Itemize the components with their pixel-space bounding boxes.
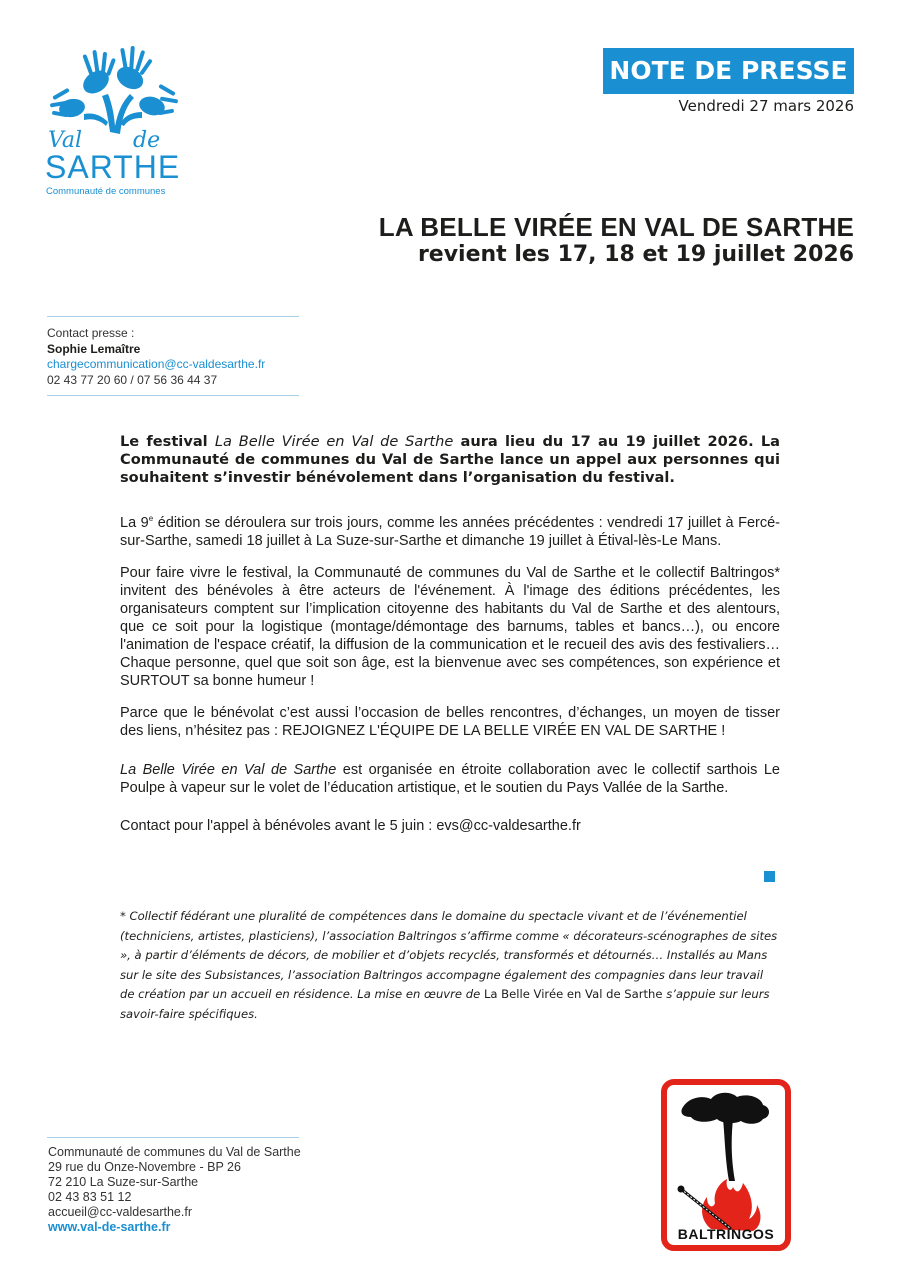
festival-name: La Belle Virée en Val de Sarthe: [214, 433, 454, 450]
footnote: [120, 907, 780, 1024]
website-link[interactable]: www.val-de-sarthe.fr: [48, 1220, 171, 1234]
paragraph-text: La 9: [120, 514, 149, 531]
headline: LA BELLE VIRÉE EN VAL DE SARTHE: [378, 212, 854, 242]
divider: [47, 395, 299, 396]
contact-name: Sophie Lemaître: [47, 341, 141, 356]
address-street: 29 rue du Onze-Novembre - BP 26: [48, 1160, 241, 1174]
paragraph-text: est organisée en étroite collaboration avec le collectif sarthois Le Poulpe à vapeur sur le volet de l’éducation artistique, et le soutien du Pays Vallée de la Sarthe.: [120, 762, 780, 796]
paragraph-join: Parce que le bénévolat c’est aussi l’occasion de belles rencontres, d’échanges, un moyen de tisser des liens, n’hésitez pas : REJOIGNEZ L'ÉQUIPE DE LA BELLE VIRÉE EN VAL DE SARTHE !: [120, 705, 780, 739]
logo-text-sarthe: SARTHE: [45, 149, 181, 185]
paragraph-partners: [120, 761, 780, 797]
address-city: 72 210 La Suze-sur-Sarthe: [48, 1175, 199, 1189]
ordinal-suffix: e: [148, 514, 154, 523]
address-email[interactable]: accueil@cc-valdesarthe.fr: [48, 1205, 192, 1219]
end-marker-square: [764, 871, 775, 882]
festival-name: La Belle Virée en Val de Sarthe: [483, 987, 663, 1001]
lead-text: Le festival: [120, 433, 215, 450]
festival-name: La Belle Virée en Val de Sarthe: [120, 762, 337, 778]
address-org: Communauté de communes du Val de Sarthe: [48, 1145, 301, 1159]
contact-email-link[interactable]: chargecommunication@cc-valdesarthe.fr: [47, 357, 266, 371]
logo-subtitle: Communauté de communes: [46, 186, 166, 197]
publication-date: Vendredi 27 mars 2026: [678, 97, 854, 115]
footnote-text: s’appuie sur leurs savoir-faire spécifiques.: [120, 987, 770, 1021]
paragraph-volunteers: Pour faire vivre le festival, la Communauté de communes du Val de Sarthe et le collectif Baltringos* invitent des bénévoles à être acteurs de l'événement. À l'image des éditions précédentes, les organisateurs comptent sur l’implication citoyenne des habitants du Val de Sarthe et des alentours, que ce soit pour la logistique (montage/démontage des barnums, tables et bancs…), ou encore l'animation de l'espace créatif, la diffusion de la communication et le recueil des avis des festivaliers… Chaque personne, quel que soit son âge, est la bienvenue avec ses compétences, son expérience et SURTOUT sa bonne humeur !: [120, 565, 780, 689]
subheadline: revient les 17, 18 et 19 juillet 2026: [417, 242, 854, 267]
lead-text: aura lieu du 17 au 19 juillet 2026. La Communauté de communes du Val de Sarthe lance un appel aux personnes qui souhaitent s’investir bénévolement dans l’organisation du festival.: [120, 433, 780, 486]
lead-paragraph: [120, 433, 780, 487]
divider: [47, 1137, 299, 1138]
logo-text-de: de: [133, 128, 161, 153]
paragraph-edition: [120, 510, 780, 550]
paragraph-text: édition se déroulera sur trois jours, comme les années précédentes : vendredi 17 juillet à Fercé-sur-Sarthe, samedi 18 juillet à La Suze-sur-Sarthe et dimanche 19 juillet à Étival-lès-Le Mans.: [120, 514, 780, 549]
contact-phones: 02 43 77 20 60 / 07 56 36 44 37: [47, 372, 218, 387]
press-note-badge: NOTE DE PRESSE: [603, 48, 854, 94]
divider: [47, 316, 299, 317]
press-contact: [47, 326, 265, 388]
baltringos-label: BALTRINGOS: [677, 1226, 775, 1242]
contact-label: Contact presse :: [47, 326, 135, 340]
paragraph-contact: Contact pour l'appel à bénévoles avant le 5 juin : evs@cc-valdesarthe.fr: [120, 818, 581, 834]
logo-text-val: Val: [48, 128, 83, 153]
footnote-text: * Collectif fédérant une pluralité de compétences dans le domaine du spectacle vivant et de l’événementiel (techniciens, artistes, plasticiens), l’association Baltringos s’affirme comme « décorateurs-scénographes de sites », à partir d’éléments de décors, de mobilier et d’objets recyclés, transformés et détournés… Installés au Mans sur le site des Subsistances, l’association Baltringos accompagne également des compagnies dans leur travail de création par un accueil en résidence. La mise en œuvre de: [120, 909, 778, 1001]
address-phone: 02 43 83 51 12: [48, 1190, 132, 1204]
address-block: [48, 1145, 301, 1235]
